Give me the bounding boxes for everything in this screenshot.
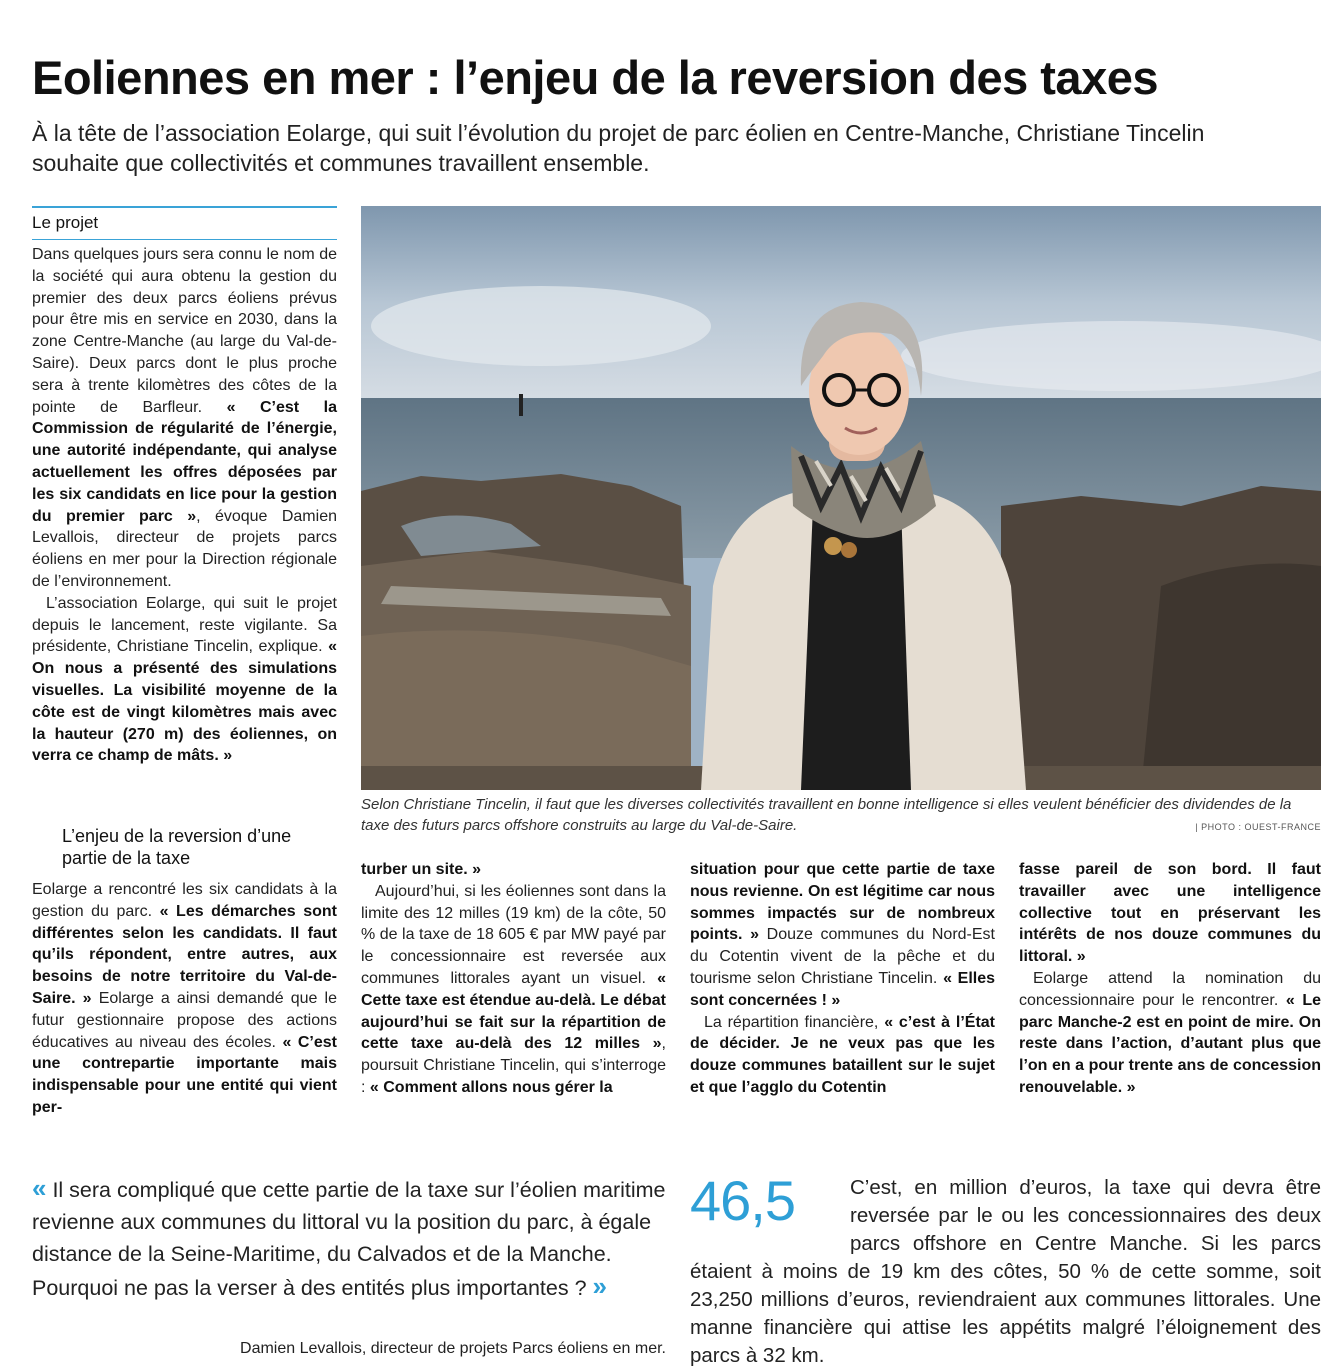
- paragraph: La répartition financière, « c’est à l’État de décider. Je ne veux pas que les douze communes bataillent sur le sujet et que l’agglo du Cotentin: [690, 1013, 995, 1096]
- fact-text: C’est, en million d’euros, la taxe qui devra être reversée par le ou les concessionnaires des deux parcs offshore en Centre Manche. Si les parcs étaient à moins de 19 km des côtes, 50 % de cette somme, soit 23,250 millions d’euros, reviendraient aux communes littorales. Une manne financière qui attise les appétits malgré l’éloignement des parcs à 32 km.: [690, 1176, 1321, 1367]
- close-quote-icon: »: [592, 1271, 607, 1301]
- open-quote-icon: «: [32, 1173, 47, 1203]
- paragraph: Aujourd’hui, si les éoliennes sont dans la limite des 12 milles (19 km) de la côte, 50 % de la taxe de 18 605 € par MW payé par le concessionnaire est reversée aux communes littorales ayant un visuel. « Cette taxe est étendue au-delà. Le débat aujourd’hui se fait sur la répartition de cette taxe au-delà des 12 milles », poursuit Christiane Tincelin, qui s’interroge : « Comment allons nous gérer la: [361, 882, 666, 1096]
- paragraph: Dans quelques jours sera connu le nom de la société qui aura obtenu la gestion du premier des deux parcs éoliens prévus pour être mis en service en 2030, dans la zone Centre-Manche (au large du Val-de-Saire). Deux parcs dont le plus proche sera à trente kilomètres des côtes de la pointe de Barfleur. « C’est la Commission de régularité de l’énergie, une autorité indépendante, qui analyse actuellement les offres déposées par les six candidats en lice pour la gestion du premier parc », évoque Damien Levallois, directeur de projets parcs éoliens en mer pour la Direction régionale de l’environnement.: [32, 246, 338, 590]
- paragraph: fasse pareil de son bord. Il faut travailler avec une intelligence collective tout en préservant les intérêts de nos douze communes du littoral. »: [1019, 861, 1321, 966]
- paragraph: Eolarge attend la nomination du concessionnaire pour le rencontrer. « Le parc Manche-2 est en point de mire. On reste dans l’action, d’autant plus que l’on en a pour trente ans de concession renouvelable. »: [1019, 969, 1321, 1096]
- paragraph: situation pour que cette partie de taxe nous revienne. On est légitime car nous sommes impactés sur de nombreux points. » Douze communes du Nord-Est du Cotentin vivent de la pêche et du tourisme selon Christiane Tincelin. « Elles sont concernées ! »: [690, 861, 996, 1009]
- subheading: L’enjeu de la reversion d’une partie de la taxe: [62, 826, 292, 868]
- kicker-underline: [32, 239, 337, 240]
- headline: Eoliennes en mer : l’enjeu de la reversion des taxes: [32, 51, 1158, 104]
- photo-credit: | PHOTO : OUEST-FRANCE: [1195, 822, 1321, 832]
- article-column-1: [32, 244, 337, 767]
- paragraph: Eolarge a rencontré les six candidats à la gestion du parc. « Les démarches sont différentes selon les candidats. Il faut qu’ils répondent, entre autres, aux besoins de notre territoire du Val-de-Saire. » Eolarge a ainsi demandé que le futur gestionnaire propose des actions éducatives au niveau des écoles. « C’est une contrepartie importante mais indispensable pour une entité qui vient per-: [32, 881, 337, 1116]
- paragraph: L’association Eolarge, qui suit le projet depuis le lancement, reste vigilante. Sa présidente, Christiane Tincelin, explique. « On nous a présenté des simulations visuelles. La visibilité moyenne de la côte est de vingt kilomètres mais avec la hauteur (270 m) des éoliennes, on verra ce champ de mâts. »: [32, 594, 337, 765]
- pull-quote: [32, 1172, 672, 1304]
- paragraph: turber un site. »: [361, 861, 482, 878]
- photo-illustration: [361, 206, 1321, 790]
- article-column-2: [361, 859, 666, 1099]
- portrait-photo: [361, 206, 1321, 790]
- article-column-3: [690, 859, 995, 1099]
- photo-caption: Selon Christiane Tincelin, il faut que les diverses collectivités travaillent en bonne intelligence si elles veulent bénéficier des dividendes de la taxe des futurs parcs offshore construits au large du Val-de-Saire.: [361, 796, 1292, 834]
- fact-number: 46,5: [690, 1169, 795, 1232]
- deck: À la tête de l’association Eolarge, qui suit l’évolution du projet de parc éolien en Centre-Manche, Christiane Tincelin souhaite que collectivités et communes travaillent ensemble.: [32, 120, 1205, 176]
- pull-quote-author: Damien Levallois, directeur de projets Parcs éoliens en mer.: [240, 1340, 666, 1357]
- article-column-4: [1019, 859, 1321, 1099]
- pull-quote-text: Il sera compliqué que cette partie de la taxe sur l’éolien maritime revienne aux communes du littoral vu la position du parc, à égale distance de la Seine-Maritime, du Calvados et de la Manche. Pourquoi ne pas la verser à des entités plus importantes ?: [32, 1178, 666, 1300]
- article-column-1-continued: [32, 879, 337, 1119]
- kicker-rule: [32, 206, 337, 208]
- kicker: Le projet: [32, 213, 99, 232]
